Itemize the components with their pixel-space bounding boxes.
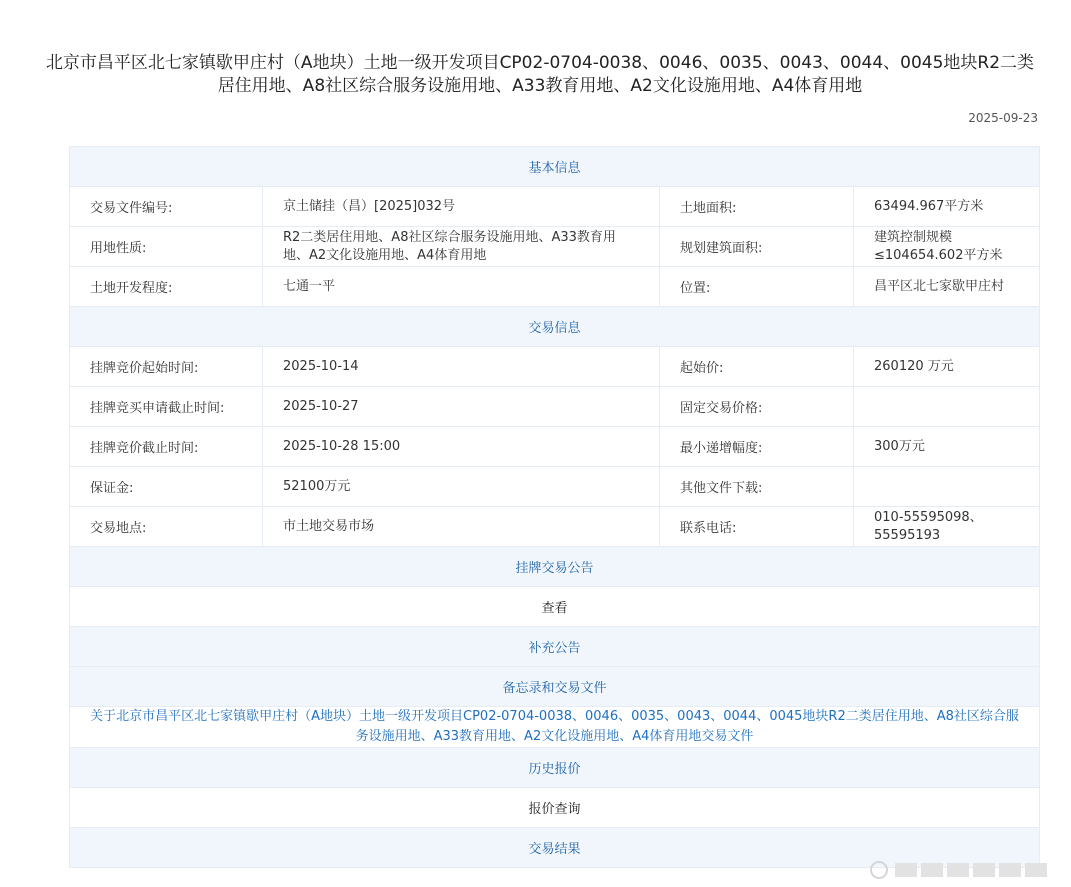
label-land-use: 用地性质:	[70, 227, 263, 267]
land-info-table	[69, 146, 1040, 868]
label-bid-end-time: 挂牌竞价截止时间:	[70, 427, 263, 467]
label-land-area: 土地面积:	[660, 187, 854, 227]
value-bid-end-time: 2025-10-28 15:00	[263, 427, 660, 467]
value-starting-price: 260120 万元	[854, 347, 1040, 387]
publish-date: 2025-09-23	[968, 111, 1038, 125]
label-other-downloads: 其他文件下载:	[660, 467, 854, 507]
section-listing-notice: 挂牌交易公告	[70, 547, 1040, 587]
value-land-area: 63494.967平方米	[854, 187, 1040, 227]
value-contact-phone: 010-55595098、55595193	[854, 507, 1040, 547]
section-memo-files: 备忘录和交易文件	[70, 667, 1040, 707]
value-min-increment: 300万元	[854, 427, 1040, 467]
section-trade-info: 交易信息	[70, 307, 1040, 347]
label-file-number: 交易文件编号:	[70, 187, 263, 227]
value-development-level: 七通一平	[263, 267, 660, 307]
label-application-deadline: 挂牌竞买申请截止时间:	[70, 387, 263, 427]
table-row	[70, 467, 1040, 507]
label-fixed-price: 固定交易价格:	[660, 387, 854, 427]
value-planned-floor-area: 建筑控制规模≤104654.602平方米	[854, 227, 1040, 267]
value-fixed-price	[854, 387, 1040, 427]
quote-query-link[interactable]: 报价查询	[70, 788, 1040, 828]
value-deposit: 52100万元	[263, 467, 660, 507]
value-application-deadline: 2025-10-27	[263, 387, 660, 427]
label-bid-start-time: 挂牌竞价起始时间:	[70, 347, 263, 387]
table-row	[70, 427, 1040, 467]
value-location: 昌平区北七家歇甲庄村	[854, 267, 1040, 307]
table-row	[70, 507, 1040, 547]
section-supplement-notice: 补充公告	[70, 627, 1040, 667]
label-trade-venue: 交易地点:	[70, 507, 263, 547]
label-deposit: 保证金:	[70, 467, 263, 507]
page-title: 北京市昌平区北七家镇歇甲庄村（A地块）土地一级开发项目CP02-0704-0038、0046、0035、0043、0044、0045地块R2二类居住用地、A8社区综合服务设施用地、A33教育用地、A2文化设施用地、A4体育用地	[45, 53, 1035, 96]
label-starting-price: 起始价:	[660, 347, 854, 387]
label-contact-phone: 联系电话:	[660, 507, 854, 547]
value-bid-start-time: 2025-10-14	[263, 347, 660, 387]
table-row	[70, 227, 1040, 267]
label-development-level: 土地开发程度:	[70, 267, 263, 307]
trade-file-link[interactable]: 关于北京市昌平区北七家镇歇甲庄村（A地块）土地一级开发项目CP02-0704-0038、0046、0035、0043、0044、0045地块R2二类居住用地、A8社区综合服务设施用地、A33教育用地、A2文化设施用地、A4体育用地交易文件	[90, 709, 1019, 744]
table-row	[70, 387, 1040, 427]
value-land-use: R2二类居住用地、A8社区综合服务设施用地、A33教育用地、A2文化设施用地、A4体育用地	[263, 227, 660, 267]
section-basic-info: 基本信息	[70, 147, 1040, 187]
label-min-increment: 最小递增幅度:	[660, 427, 854, 467]
label-location: 位置:	[660, 267, 854, 307]
label-planned-floor-area: 规划建筑面积:	[660, 227, 854, 267]
section-price-history: 历史报价	[70, 748, 1040, 788]
table-row	[70, 187, 1040, 227]
value-other-downloads	[854, 467, 1040, 507]
section-trade-result: 交易结果	[70, 828, 1040, 868]
table-row	[70, 267, 1040, 307]
table-row	[70, 347, 1040, 387]
view-notice-link[interactable]: 查看	[70, 587, 1040, 627]
value-trade-venue: 市土地交易市场	[263, 507, 660, 547]
value-file-number: 京土储挂（昌）[2025]032号	[263, 187, 660, 227]
watermark-logo-icon	[861, 859, 1061, 881]
